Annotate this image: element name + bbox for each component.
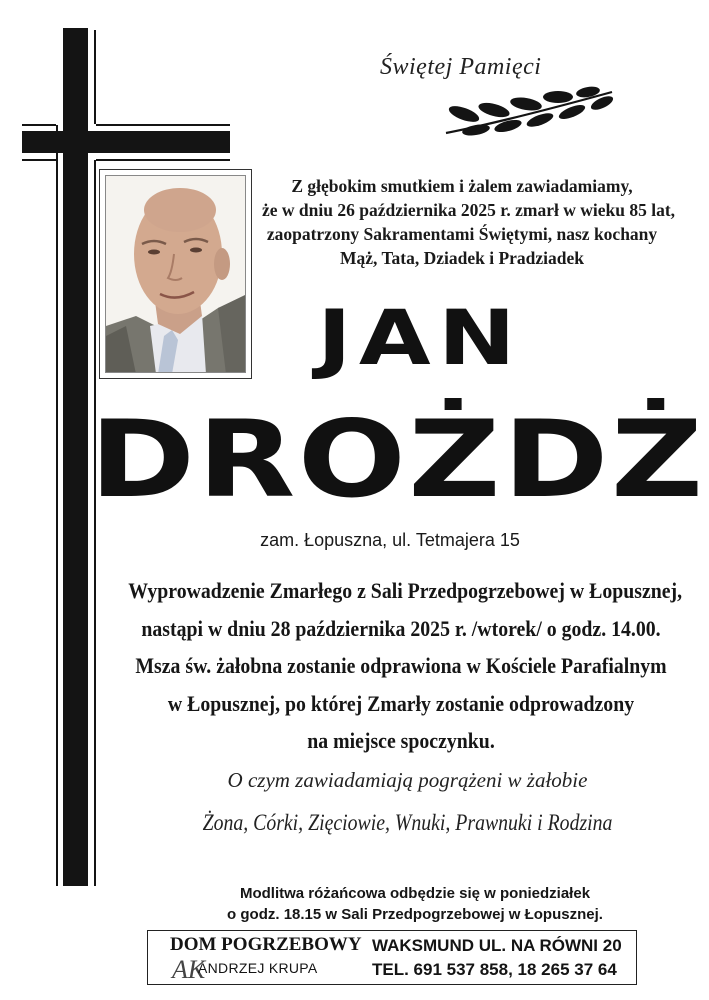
intro-line: Mąż, Tata, Dziadek i Pradziadek <box>339 248 585 268</box>
details-line: Wyprowadzenie Zmarłego z Sali Przedpogrzebowej w Łopusznej, <box>128 578 683 603</box>
prayer-line: Modlitwa różańcowa odbędzie się w poniedziałek <box>239 885 591 902</box>
intro-line: zaopatrzony Sakramentami Świętymi, nasz kochany <box>266 224 658 244</box>
cross-outline <box>94 30 96 124</box>
intro-line: Z głębokim smutkiem i żalem zawiadamiamy, <box>291 176 633 196</box>
cross-outline <box>96 124 230 126</box>
funeral-home-owner: ANDRZEJ KRUPA <box>198 960 318 976</box>
funeral-home-phone: TEL. 691 537 858, 18 265 37 64 <box>372 960 617 979</box>
cross-outline <box>96 159 230 161</box>
first-name: JAN <box>317 293 523 382</box>
details-line: w Łopusznej, po której Zmarły zostanie odprowadzony <box>167 690 635 716</box>
portrait-image <box>105 175 246 373</box>
prayer-line: o godz. 18.15 w Sali Przedpogrzebowej w Łopusznej. <box>227 906 603 923</box>
details-line: Msza św. żałobna zostanie odprawiona w Kościele Parafialnym <box>135 653 667 678</box>
mourners-intro: O czym zawiadamiają pogrążeni w żałobie <box>227 768 588 792</box>
cross-outline <box>22 159 56 161</box>
cross-outline <box>94 160 96 886</box>
details-line: nastąpi w dniu 28 października 2025 r. /wtorek/ o godz. 14.00. <box>141 615 661 641</box>
heading: Świętej Pamięci <box>380 54 542 80</box>
olive-branch-icon <box>442 84 617 136</box>
last-name: DROŻDŻ <box>89 398 706 521</box>
funeral-home-logo: AK <box>172 955 206 984</box>
prayer-notice <box>120 883 709 925</box>
cross-bar <box>22 131 230 153</box>
funeral-details <box>128 572 683 760</box>
funeral-home-name: DOM POGRZEBOWY <box>170 934 362 955</box>
cross-outline <box>22 124 56 126</box>
residence-address: zam. Łopuszna, ul. Tetmajera 15 <box>260 530 520 550</box>
intro-line: że w dniu 26 października 2025 r. zmarł w wieku 85 lat, <box>262 200 676 220</box>
mourners-list: Żona, Córki, Zięciowie, Wnuki, Prawnuki i Rodzina <box>202 810 613 835</box>
portrait-photo <box>99 169 252 379</box>
announcement-intro <box>262 174 676 270</box>
details-line: na miejsce spoczynku. <box>307 728 495 753</box>
funeral-home-address: WAKSMUND UL. NA RÓWNI 20 <box>372 936 622 955</box>
